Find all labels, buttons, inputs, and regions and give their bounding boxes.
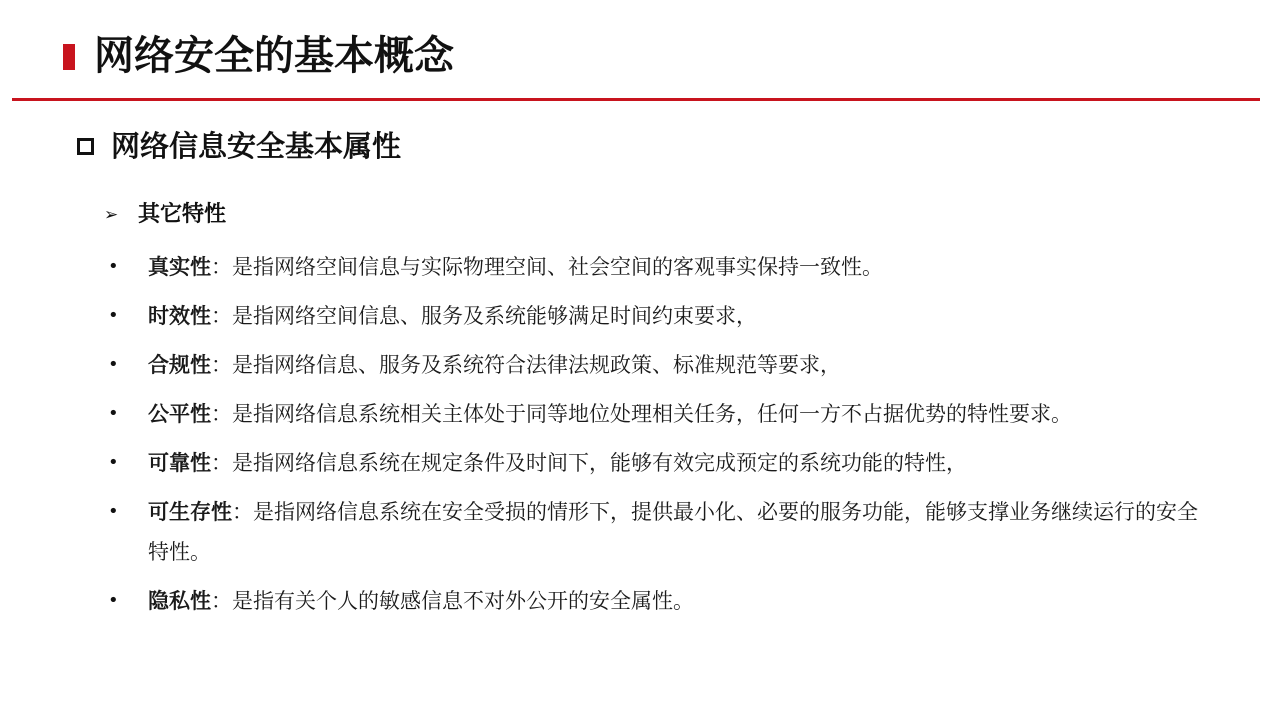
item-description: ：是指网络信息、服务及系统符合法律法规政策、标准规范等要求， — [211, 353, 841, 377]
item-description: ：是指网络空间信息与实际物理空间、社会空间的客观事实保持一致性。 — [211, 255, 883, 279]
subsection-label: 其它特性 — [138, 202, 227, 227]
item-description: ：是指有关个人的敏感信息不对外公开的安全属性。 — [211, 589, 694, 613]
dot-bullet-icon: • — [108, 403, 119, 424]
square-bullet-icon — [77, 138, 94, 155]
item-term: 可生存性 — [148, 500, 232, 524]
dot-bullet-icon: • — [108, 305, 119, 326]
item-term: 真实性 — [148, 255, 211, 279]
item-term: 公平性 — [148, 402, 211, 426]
item-text — [148, 492, 1198, 572]
section-label: 网络信息安全基本属性 — [111, 129, 402, 163]
item-text — [148, 443, 1198, 483]
page-title: 网络安全的基本概念 — [94, 33, 454, 79]
arrow-bullet-icon: ➢ — [104, 205, 119, 225]
item-term: 合规性 — [148, 353, 211, 377]
list-item — [108, 394, 1238, 434]
dot-bullet-icon: • — [108, 501, 119, 522]
title-divider — [12, 98, 1260, 101]
item-text — [148, 247, 1198, 287]
item-text — [148, 345, 1198, 385]
item-description: ：是指网络信息系统在安全受损的情形下，提供最小化、必要的服务功能，能够支撑业务继续运行的安全特性。 — [148, 500, 1198, 564]
dot-bullet-icon: • — [108, 256, 119, 277]
section-heading — [77, 124, 401, 168]
subsection-heading — [104, 198, 226, 232]
item-text — [148, 394, 1198, 434]
item-description: ：是指网络信息系统相关主体处于同等地位处理相关任务，任何一方不占据优势的特性要求。 — [211, 402, 1072, 426]
dot-bullet-icon: • — [108, 590, 119, 611]
list-item — [108, 443, 1238, 483]
property-list — [108, 247, 1238, 630]
item-text — [148, 581, 1198, 621]
item-term: 时效性 — [148, 304, 211, 328]
item-text — [148, 296, 1198, 336]
list-item — [108, 581, 1238, 621]
list-item — [108, 492, 1238, 572]
item-term: 隐私性 — [148, 589, 211, 613]
list-item — [108, 345, 1238, 385]
list-item — [108, 296, 1238, 336]
list-item — [108, 247, 1238, 287]
title-marker — [63, 44, 75, 70]
item-term: 可靠性 — [148, 451, 211, 475]
item-description: ：是指网络信息系统在规定条件及时间下，能够有效完成预定的系统功能的特性， — [211, 451, 967, 475]
dot-bullet-icon: • — [108, 452, 119, 473]
dot-bullet-icon: • — [108, 354, 119, 375]
item-description: ：是指网络空间信息、服务及系统能够满足时间约束要求， — [211, 304, 757, 328]
